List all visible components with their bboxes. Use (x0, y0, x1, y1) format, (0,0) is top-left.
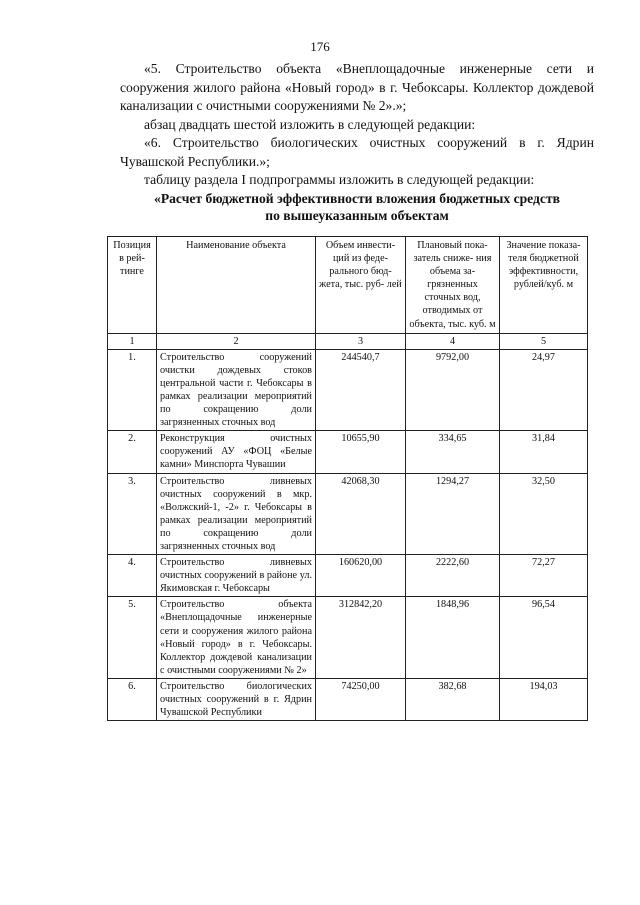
row-efficiency: 32,50 (500, 473, 588, 555)
row-object-name: Строительство биологических очистных сооружений в г. Ядрин Чувашской Республики (157, 678, 316, 720)
row-position: 4. (108, 555, 157, 597)
row-object-name: Реконструкция очистных сооружений АУ «ФОЦ «Белые камни» Минспорта Чувашии (157, 431, 316, 473)
row-object-name: Строительство ливневых очистных сооружений в районе ул. Якимовская г. Чебоксары (157, 555, 316, 597)
row-object-name: Строительство объекта «Внеплощадочные инженерные сети и сооружения жилого района «Новый город» в г. Чебоксары. Коллектор дождевой канализации с очистными сооружениями № 2» (157, 597, 316, 679)
header-efficiency: Значение показа- теля бюджетной эффективности, рублей/куб. м (500, 237, 588, 334)
row-position: 6. (108, 678, 157, 720)
row-position: 3. (108, 473, 157, 555)
header-position: Позиция в рей- тинге (108, 237, 157, 334)
row-object-name: Строительство ливневых очистных сооружений в мкр. «Волжский-1, -2» г. Чебоксары в рамках реализации мероприятий по сокращению доли загрязненных сточных вод (157, 473, 316, 555)
paragraph: таблицу раздела I подпрограммы изложить в следующей редакции: (144, 172, 535, 187)
table-header-row (108, 237, 588, 334)
header-reduction: Плановый пока- затель сниже- ния объема за- грязненных сточных вод, отводимых от объекта, тыс. куб. м (406, 237, 500, 334)
row-efficiency: 96,54 (500, 597, 588, 679)
table-row (108, 473, 588, 555)
row-investment: 10655,90 (316, 431, 406, 473)
row-object-name: Строительство сооружений очистки дождевых стоков центральной части г. Чебоксары в рамках реализации мероприятий по сокращению доли загрязненных сточных вод (157, 349, 316, 431)
row-position: 1. (108, 349, 157, 431)
column-number: 2 (157, 333, 316, 349)
paragraph: «5. Строительство объекта «Внеплощадочные инженерные сети и сооружения жилого района «Новый город» в г. Чебоксары. Коллектор дождевой канализации с очистными сооружениями № 2».»; (120, 61, 594, 113)
row-position: 5. (108, 597, 157, 679)
row-position: 2. (108, 431, 157, 473)
row-efficiency: 31,84 (500, 431, 588, 473)
header-investment: Объем инвести- ций из феде- рального бюд- жета, тыс. руб- лей (316, 237, 406, 334)
paragraph: «6. Строительство биологических очистных сооружений в г. Ядрин Чувашской Республики.»; (120, 135, 594, 169)
row-reduction: 2222,60 (406, 555, 500, 597)
paragraph: абзац двадцать шестой изложить в следующей редакции: (144, 116, 476, 132)
row-efficiency: 24,97 (500, 349, 588, 431)
table-row (108, 349, 588, 431)
header-object-name: Наименование объекта (157, 237, 316, 334)
row-investment: 312842,20 (316, 597, 406, 679)
column-number-row (108, 333, 588, 349)
table-row (108, 678, 588, 720)
row-efficiency: 194,03 (500, 678, 588, 720)
row-reduction: 1294,27 (406, 473, 500, 555)
row-efficiency: 72,27 (500, 555, 588, 597)
column-number: 5 (500, 333, 588, 349)
table-title-line: «Расчет бюджетной эффективности вложения бюджетных средств (154, 191, 560, 206)
table-row (108, 555, 588, 597)
row-reduction: 334,65 (406, 431, 500, 473)
row-investment: 160620,00 (316, 555, 406, 597)
row-investment: 42068,30 (316, 473, 406, 555)
table-title (120, 190, 594, 224)
row-investment: 244540,7 (316, 349, 406, 431)
budget-efficiency-table (107, 236, 588, 721)
column-number: 4 (406, 333, 500, 349)
amendment-text (120, 60, 594, 190)
column-number: 3 (316, 333, 406, 349)
row-reduction: 1848,96 (406, 597, 500, 679)
table-row (108, 431, 588, 473)
row-reduction: 382,68 (406, 678, 500, 720)
table-row (108, 597, 588, 679)
page-number: 176 (310, 39, 330, 54)
row-reduction: 9792,00 (406, 349, 500, 431)
row-investment: 74250,00 (316, 678, 406, 720)
table-title-line: по вышеуказанным объектам (265, 208, 449, 223)
column-number: 1 (108, 333, 157, 349)
